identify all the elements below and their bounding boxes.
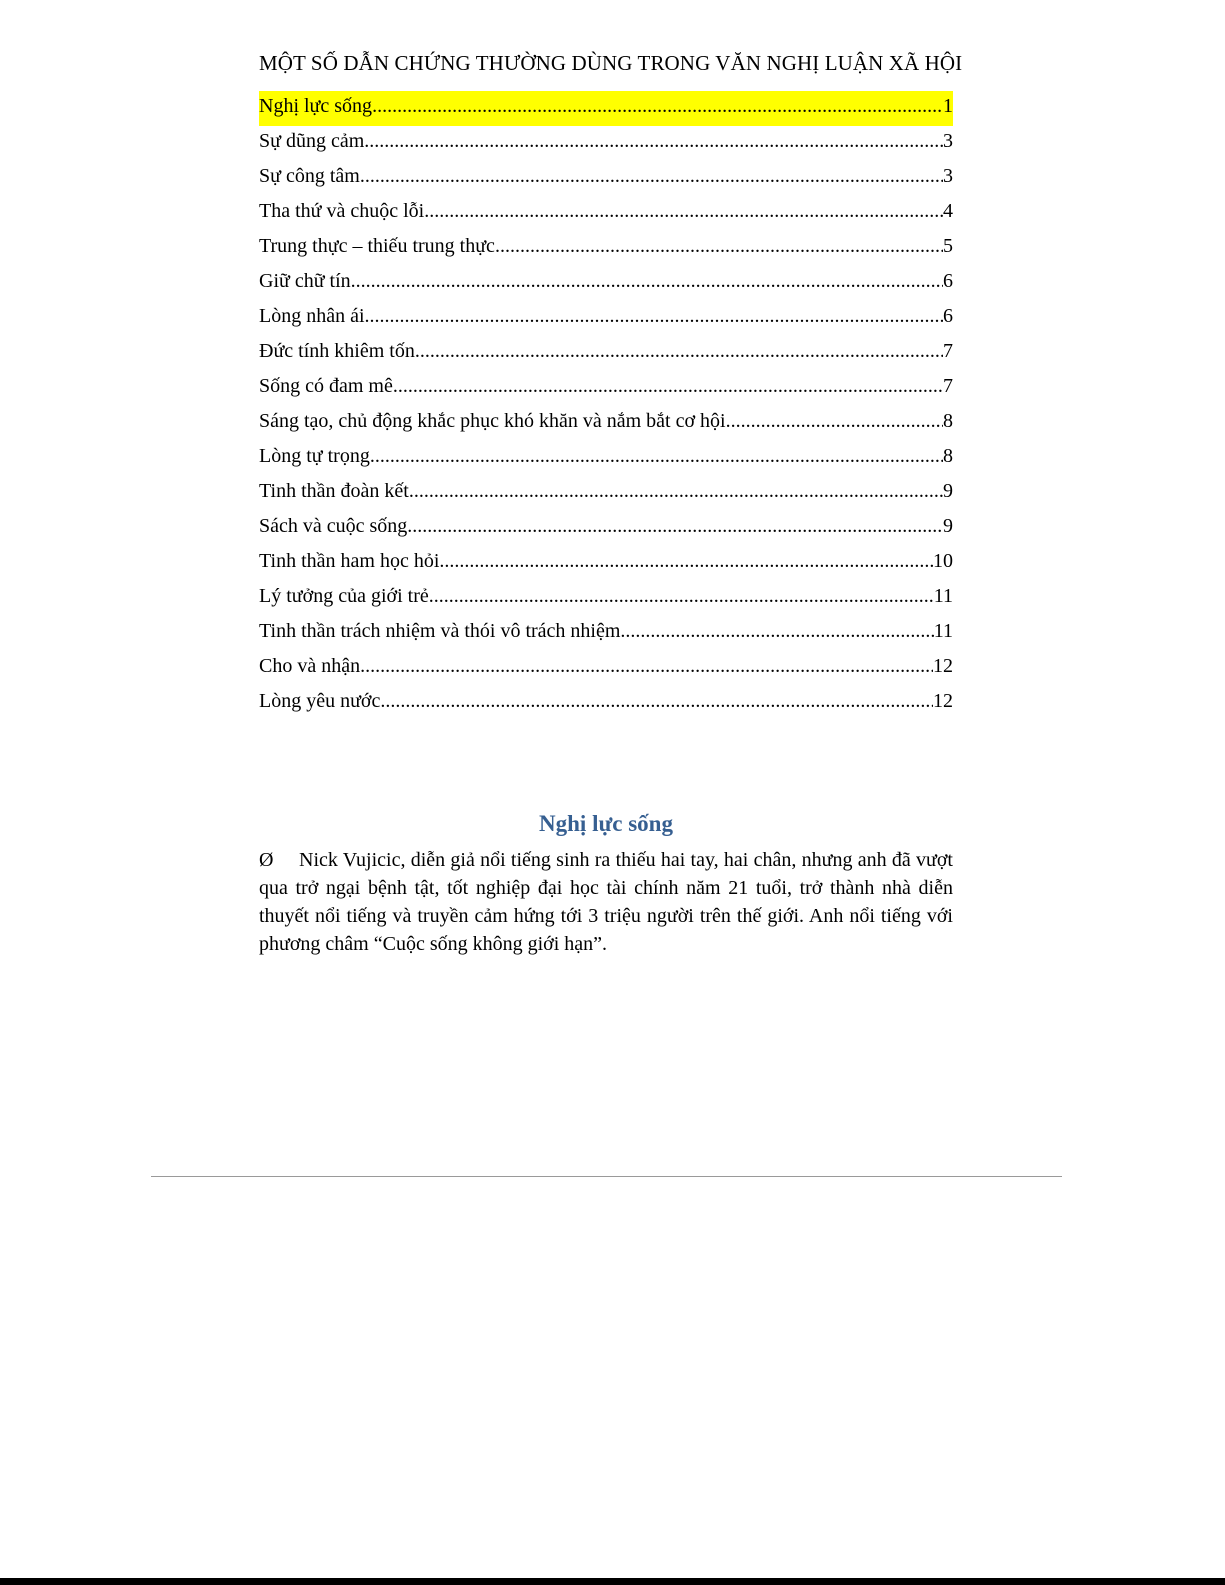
toc-entry-su-cong-tam[interactable] <box>259 161 953 196</box>
toc-dot-leader <box>372 91 943 121</box>
toc-entry-title: Sự công tâm <box>259 165 360 187</box>
toc-dot-leader <box>365 301 943 331</box>
toc-entry-page: 10 <box>933 550 953 572</box>
toc-entry-title: Lòng yêu nước <box>259 690 381 712</box>
toc-entry-page: 6 <box>943 270 953 292</box>
toc-entry-title: Sáng tạo, chủ động khắc phục khó khăn và nắm bắt cơ hội <box>259 410 726 432</box>
toc-dot-leader <box>495 231 943 261</box>
toc-entry-title: Giữ chữ tín <box>259 270 351 292</box>
toc-entry-page: 7 <box>943 340 953 362</box>
toc-dot-leader <box>393 371 943 401</box>
toc-entry-title: Tinh thần đoàn kết <box>259 480 409 502</box>
toc-entry-title: Trung thực – thiếu trung thực <box>259 235 495 257</box>
toc-entry-ly-tuong[interactable] <box>259 581 953 616</box>
toc-dot-leader <box>360 161 943 191</box>
toc-entry-page: 11 <box>933 620 953 642</box>
toc-entry-title: Tinh thần trách nhiệm và thói vô trách nhiệm <box>259 620 621 642</box>
toc-entry-ham-hoc-hoi[interactable] <box>259 546 953 581</box>
toc-dot-leader <box>364 126 943 156</box>
toc-entry-sang-tao[interactable] <box>259 406 953 441</box>
toc-entry-page: 11 <box>933 585 953 607</box>
toc-dot-leader <box>360 651 933 681</box>
table-of-contents <box>259 91 953 721</box>
toc-entry-giu-chu-tin[interactable] <box>259 266 953 301</box>
toc-entry-page: 8 <box>943 410 953 432</box>
toc-entry-title: Tinh thần ham học hỏi <box>259 550 440 572</box>
section-paragraph <box>259 846 953 958</box>
toc-dot-leader <box>380 686 933 716</box>
toc-dot-leader <box>429 581 934 611</box>
toc-entry-yeu-nuoc[interactable] <box>259 686 953 721</box>
toc-dot-leader <box>351 266 943 296</box>
toc-entry-page: 1 <box>943 95 953 117</box>
toc-entry-tha-thu[interactable] <box>259 196 953 231</box>
toc-entry-long-nhan-ai[interactable] <box>259 301 953 336</box>
toc-entry-dam-me[interactable] <box>259 371 953 406</box>
toc-entry-page: 4 <box>943 200 953 222</box>
toc-entry-trach-nhiem[interactable] <box>259 616 953 651</box>
toc-entry-cho-va-nhan[interactable] <box>259 651 953 686</box>
toc-entry-page: 6 <box>943 305 953 327</box>
paragraph-text: Nick Vujicic, diễn giả nổi tiếng sinh ra thiếu hai tay, hai chân, nhưng anh đã vượt qua trở ngại bệnh tật, tốt nghiệp đại học tài chính năm 21 tuổi, trở thành nhà diễn thuyết nổi tiếng và truyền cảm hứng tới 3 triệu người trên thế giới. Anh nổi tiếng với phương châm “Cuộc sống không giới hạn”. <box>259 849 953 955</box>
toc-entry-sach[interactable] <box>259 511 953 546</box>
toc-entry-page: 7 <box>943 375 953 397</box>
toc-entry-title: Tha thứ và chuộc lỗi <box>259 200 425 222</box>
toc-entry-page: 3 <box>943 165 953 187</box>
toc-entry-title: Nghị lực sống <box>259 95 373 117</box>
toc-dot-leader <box>424 196 943 226</box>
toc-dot-leader <box>407 511 943 541</box>
section-heading: Nghị lực sống <box>539 811 673 836</box>
toc-entry-page: 8 <box>943 445 953 467</box>
toc-dot-leader <box>620 616 933 646</box>
toc-entry-page: 3 <box>943 130 953 152</box>
toc-entry-title: Lòng tự trọng <box>259 445 370 467</box>
toc-entry-title: Sự dũng cảm <box>259 130 365 152</box>
toc-entry-page: 9 <box>943 515 953 537</box>
toc-entry-nghi-luc-song[interactable] <box>259 91 953 126</box>
arrow-bullet-icon: Ø <box>259 849 274 871</box>
toc-dot-leader <box>415 336 943 366</box>
toc-entry-page: 12 <box>933 655 953 677</box>
toc-dot-leader <box>370 441 943 471</box>
toc-entry-page: 5 <box>943 235 953 257</box>
toc-entry-doan-ket[interactable] <box>259 476 953 511</box>
toc-dot-leader <box>439 546 933 576</box>
toc-entry-title: Cho và nhận <box>259 655 361 677</box>
toc-entry-tu-trong[interactable] <box>259 441 953 476</box>
toc-entry-page: 9 <box>943 480 953 502</box>
document-title: MỘT SỐ DẪN CHỨNG THƯỜNG DÙNG TRONG VĂN NGHỊ LUẬN XÃ HỘI <box>259 51 963 75</box>
page-divider <box>151 1176 1062 1177</box>
toc-dot-leader <box>726 406 943 436</box>
toc-entry-page: 12 <box>933 690 953 712</box>
toc-dot-leader <box>409 476 943 506</box>
toc-entry-trung-thuc[interactable] <box>259 231 953 266</box>
toc-entry-title: Lòng nhân ái <box>259 305 365 327</box>
toc-entry-title: Sống có đam mê <box>259 375 393 397</box>
toc-entry-title: Đức tính khiêm tốn <box>259 340 415 362</box>
toc-entry-title: Sách và cuộc sống <box>259 515 408 537</box>
toc-entry-khiem-ton[interactable] <box>259 336 953 371</box>
toc-entry-su-dung-cam[interactable] <box>259 126 953 161</box>
page-bottom-edge <box>0 1578 1225 1585</box>
toc-entry-title: Lý tưởng của giới trẻ <box>259 585 429 607</box>
